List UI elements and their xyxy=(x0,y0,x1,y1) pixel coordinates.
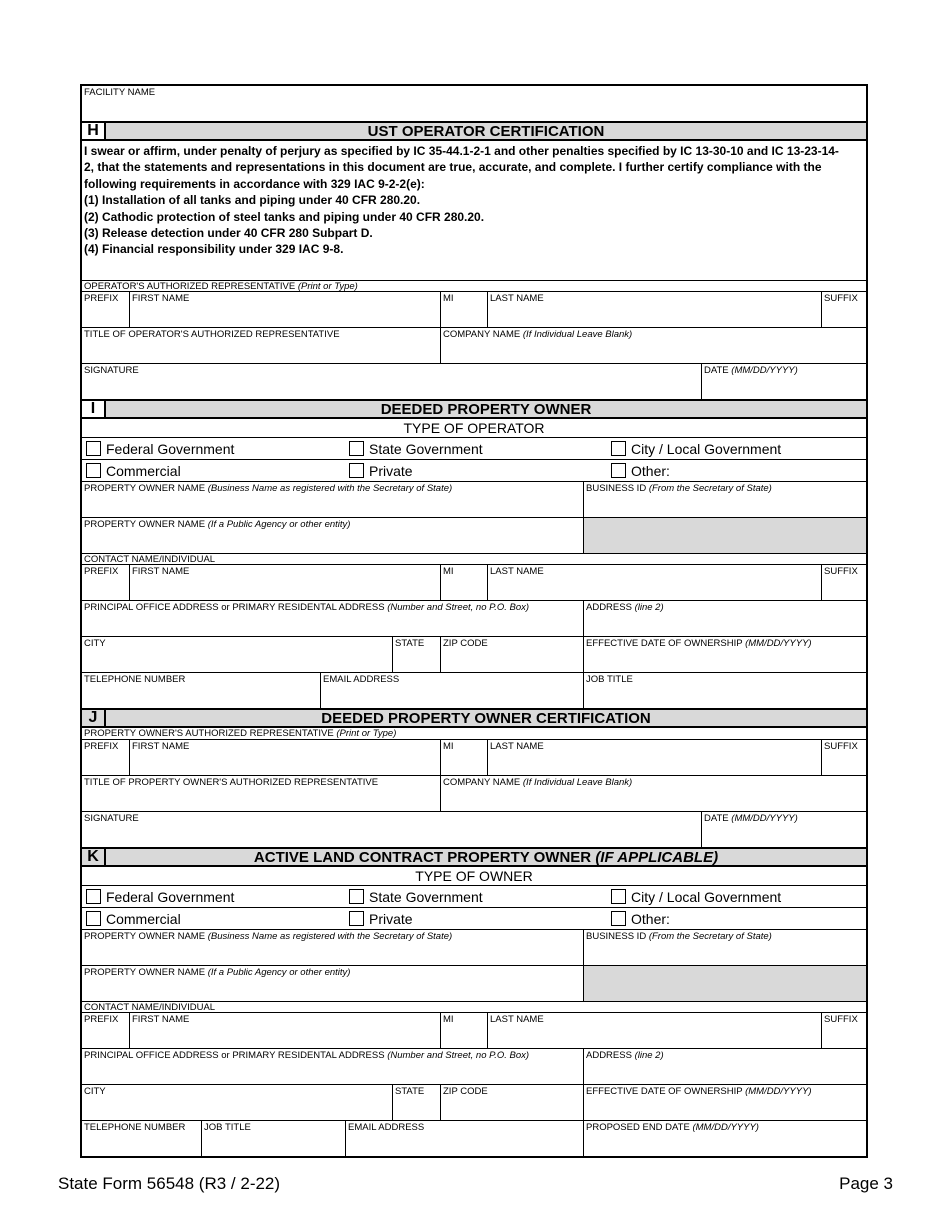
po-business-note: (Business Name as registered with the Secretary of State) xyxy=(207,483,453,494)
principal-address-field[interactable] xyxy=(82,601,583,636)
po-public-note: (If a Public Agency or other entity) xyxy=(207,967,351,978)
first-name-field[interactable] xyxy=(129,292,440,327)
first-name-field[interactable] xyxy=(129,1013,440,1048)
checkbox[interactable] xyxy=(611,911,626,926)
email-field[interactable] xyxy=(345,1121,583,1156)
option-private[interactable] xyxy=(345,908,607,929)
business-id-label: BUSINESS ID xyxy=(586,483,647,494)
form-id: State Form 56548 (R3 / 2-22) xyxy=(58,1174,281,1193)
option-label: Federal Government xyxy=(106,888,235,905)
shaded-cell xyxy=(583,518,866,553)
cert-line: (1) Installation of all tanks and piping under 40 CFR 280.20. xyxy=(84,193,421,208)
po-business-note: (Business Name as registered with the Secretary of State) xyxy=(207,931,453,942)
state-field[interactable] xyxy=(392,637,440,672)
rep-title-label: TITLE OF OPERATOR'S AUTHORIZED REPRESENTATIVE xyxy=(84,329,340,340)
prefix-label: PREFIX xyxy=(84,741,119,752)
section-letter: I xyxy=(82,401,106,417)
rep-title-field[interactable] xyxy=(82,776,440,811)
po-name-label: PROPERTY OWNER NAME xyxy=(84,967,206,978)
principal-address-label: PRINCIPAL OFFICE ADDRESS or PRIMARY RESIDENTAL ADDRESS xyxy=(84,602,385,613)
last-name-field[interactable] xyxy=(487,740,821,775)
property-owner-name-business-field[interactable] xyxy=(82,930,583,965)
address-line2-field[interactable] xyxy=(583,1049,866,1084)
city-label: CITY xyxy=(84,1086,106,1097)
checkbox[interactable] xyxy=(86,889,101,904)
po-public-note: (If a Public Agency or other entity) xyxy=(207,519,351,530)
business-id-field[interactable] xyxy=(583,482,866,517)
cert-line: (4) Financial responsibility under 329 IAC 9-8. xyxy=(84,242,344,257)
option-label: State Government xyxy=(369,440,483,457)
mi-field[interactable] xyxy=(440,292,487,327)
state-field[interactable] xyxy=(392,1085,440,1120)
cert-line: (2) Cathodic protection of steel tanks and piping under 40 CFR 280.20. xyxy=(84,209,485,224)
suffix-label: SUFFIX xyxy=(824,741,858,752)
facility-name-field[interactable] xyxy=(82,86,866,121)
city-field[interactable] xyxy=(82,1085,392,1120)
checkbox[interactable] xyxy=(611,441,626,456)
option-label: Private xyxy=(369,462,413,479)
form-page xyxy=(80,84,868,1158)
state-label: STATE xyxy=(395,1086,425,1097)
first-name-label: FIRST NAME xyxy=(132,293,190,304)
effective-date-field[interactable] xyxy=(583,1085,866,1120)
last-name-label: LAST NAME xyxy=(490,1014,544,1025)
date-label: DATE xyxy=(704,365,729,376)
principal-address-field[interactable] xyxy=(82,1049,583,1084)
company-name-field[interactable] xyxy=(440,328,866,363)
rep-label: OPERATOR'S AUTHORIZED REPRESENTATIVE xyxy=(84,281,296,292)
suffix-label: SUFFIX xyxy=(824,566,858,577)
mi-field[interactable] xyxy=(440,740,487,775)
po-name-label: PROPERTY OWNER NAME xyxy=(84,483,206,494)
type-of-owner-heading: TYPE OF OWNER xyxy=(415,868,533,884)
job-title-field[interactable] xyxy=(201,1121,345,1156)
suffix-field[interactable] xyxy=(821,565,866,600)
company-name-label: COMPANY NAME xyxy=(443,329,521,340)
mi-field[interactable] xyxy=(440,1013,487,1048)
option-label: Private xyxy=(369,910,413,927)
proposed-end-date-note: (MM/DD/YYYY) xyxy=(692,1122,759,1133)
business-id-note: (From the Secretary of State) xyxy=(648,483,772,494)
business-id-field[interactable] xyxy=(583,930,866,965)
contact-heading xyxy=(82,554,866,564)
prefix-label: PREFIX xyxy=(84,1014,119,1025)
option-label: Federal Government xyxy=(106,440,235,457)
first-name-label: FIRST NAME xyxy=(132,1014,190,1025)
mi-label: MI xyxy=(443,293,454,304)
option-label: Commercial xyxy=(106,910,181,927)
proposed-end-date-field[interactable] xyxy=(583,1121,866,1156)
effective-date-label: EFFECTIVE DATE OF OWNERSHIP xyxy=(586,1086,743,1097)
checkbox[interactable] xyxy=(349,911,364,926)
checkbox[interactable] xyxy=(611,463,626,478)
cert-line: (3) Release detection under 40 CFR 280 Subpart D. xyxy=(84,226,373,241)
address-line2-field[interactable] xyxy=(583,601,866,636)
company-note: (If Individual Leave Blank) xyxy=(522,777,633,788)
zip-field[interactable] xyxy=(440,637,583,672)
suffix-field[interactable] xyxy=(821,740,866,775)
company-name-label: COMPANY NAME xyxy=(443,777,521,788)
cert-line: 2, that the statements and representations in this document are true, accurate, and complete. I further certify compliance with the xyxy=(84,160,822,175)
option-label: City / Local Government xyxy=(631,440,782,457)
type-of-operator-heading: TYPE OF OPERATOR xyxy=(403,420,545,436)
section-title: DEEDED PROPERTY OWNER xyxy=(380,400,592,418)
address2-label: ADDRESS xyxy=(586,1050,632,1061)
prefix-field[interactable] xyxy=(82,740,129,775)
option-city-local[interactable] xyxy=(607,438,866,459)
rep-label: PROPERTY OWNER'S AUTHORIZED REPRESENTATIVE xyxy=(84,728,334,739)
first-name-field[interactable] xyxy=(129,740,440,775)
email-label: EMAIL ADDRESS xyxy=(323,674,400,685)
checkbox[interactable] xyxy=(86,441,101,456)
option-label: Commercial xyxy=(106,462,181,479)
address2-note: (line 2) xyxy=(634,602,664,613)
option-federal[interactable] xyxy=(82,438,345,459)
section-title: UST OPERATOR CERTIFICATION xyxy=(367,122,605,140)
section-letter: K xyxy=(82,849,106,865)
suffix-label: SUFFIX xyxy=(824,1014,858,1025)
property-owner-name-public-field[interactable] xyxy=(82,518,583,553)
cert-line: following requirements in accordance with 329 IAC 9-2-2(e): xyxy=(84,176,425,191)
business-id-note: (From the Secretary of State) xyxy=(648,931,772,942)
contact-name-label: CONTACT NAME/INDIVIDUAL xyxy=(84,554,216,565)
date-note: (MM/DD/YYYY) xyxy=(731,813,798,824)
city-field[interactable] xyxy=(82,637,392,672)
principal-address-note: (Number and Street, no P.O. Box) xyxy=(387,602,530,613)
last-name-field[interactable] xyxy=(487,1013,821,1048)
zip-label: ZIP CODE xyxy=(443,638,488,649)
prefix-label: PREFIX xyxy=(84,566,119,577)
job-title-label: JOB TITLE xyxy=(586,674,633,685)
email-label: EMAIL ADDRESS xyxy=(348,1122,425,1133)
section-k-header xyxy=(82,847,866,867)
section-j-header xyxy=(82,708,866,728)
section-i-header xyxy=(82,399,866,419)
zip-field[interactable] xyxy=(440,1085,583,1120)
company-note: (If Individual Leave Blank) xyxy=(522,329,633,340)
page-number: Page 3 xyxy=(839,1174,893,1193)
effective-date-note: (MM/DD/YYYY) xyxy=(745,638,812,649)
option-label: Other: xyxy=(631,910,670,927)
signature-field[interactable] xyxy=(82,364,701,399)
property-owner-name-business-field[interactable] xyxy=(82,482,583,517)
option-private[interactable] xyxy=(345,460,607,481)
po-name-label: PROPERTY OWNER NAME xyxy=(84,519,206,530)
telephone-field[interactable] xyxy=(82,673,320,708)
checkbox[interactable] xyxy=(611,889,626,904)
cert-line: I swear or affirm, under penalty of perjury as specified by IC 35-44.1-2-1 and other penalties specified by IC 13-30-10 and IC 13-23-14- xyxy=(84,144,839,158)
rep-heading xyxy=(82,728,866,739)
effective-date-field[interactable] xyxy=(583,637,866,672)
facility-name-label: FACILITY NAME xyxy=(84,87,156,98)
option-state[interactable] xyxy=(345,438,607,459)
option-label: State Government xyxy=(369,888,483,905)
telephone-label: TELEPHONE NUMBER xyxy=(84,674,186,685)
option-label: Other: xyxy=(631,462,670,479)
po-name-label: PROPERTY OWNER NAME xyxy=(84,931,206,942)
first-name-field[interactable] xyxy=(129,565,440,600)
contact-heading xyxy=(82,1002,866,1012)
first-name-label: FIRST NAME xyxy=(132,566,190,577)
zip-label: ZIP CODE xyxy=(443,1086,488,1097)
checkbox[interactable] xyxy=(86,911,101,926)
suffix-label: SUFFIX xyxy=(824,293,858,304)
property-owner-name-public-field[interactable] xyxy=(82,966,583,1001)
date-field[interactable] xyxy=(701,364,866,399)
section-letter: J xyxy=(82,710,106,726)
rep-note: (Print or Type) xyxy=(336,728,397,739)
principal-address-note: (Number and Street, no P.O. Box) xyxy=(387,1050,530,1061)
prefix-field[interactable] xyxy=(82,565,129,600)
telephone-field[interactable] xyxy=(82,1121,201,1156)
date-label: DATE xyxy=(704,813,729,824)
suffix-field[interactable] xyxy=(821,292,866,327)
mi-label: MI xyxy=(443,566,454,577)
proposed-end-date-label: PROPOSED END DATE xyxy=(586,1122,690,1133)
section-title: DEEDED PROPERTY OWNER CERTIFICATION xyxy=(321,709,651,727)
certification-statement xyxy=(82,141,866,280)
prefix-field[interactable] xyxy=(82,1013,129,1048)
option-federal[interactable] xyxy=(82,886,345,907)
last-name-label: LAST NAME xyxy=(490,741,544,752)
company-name-field[interactable] xyxy=(440,776,866,811)
section-h-header xyxy=(82,121,866,141)
checkbox[interactable] xyxy=(349,889,364,904)
rep-note: (Print or Type) xyxy=(297,281,358,292)
signature-field[interactable] xyxy=(82,812,701,847)
business-id-label: BUSINESS ID xyxy=(586,931,647,942)
principal-address-label: PRINCIPAL OFFICE ADDRESS or PRIMARY RESIDENTAL ADDRESS xyxy=(84,1050,385,1061)
date-field[interactable] xyxy=(701,812,866,847)
option-other[interactable] xyxy=(607,908,866,929)
telephone-label: TELEPHONE NUMBER xyxy=(84,1122,186,1133)
mi-label: MI xyxy=(443,741,454,752)
first-name-label: FIRST NAME xyxy=(132,741,190,752)
option-state[interactable] xyxy=(345,886,607,907)
section-title xyxy=(106,849,866,866)
option-label: City / Local Government xyxy=(631,888,782,905)
effective-date-note: (MM/DD/YYYY) xyxy=(745,1086,812,1097)
state-label: STATE xyxy=(395,638,425,649)
job-title-label: JOB TITLE xyxy=(204,1122,251,1133)
effective-date-label: EFFECTIVE DATE OF OWNERSHIP xyxy=(586,638,743,649)
address2-label: ADDRESS xyxy=(586,602,632,613)
option-city-local[interactable] xyxy=(607,886,866,907)
signature-label: SIGNATURE xyxy=(84,813,139,824)
checkbox[interactable] xyxy=(349,441,364,456)
rep-title-label: TITLE OF PROPERTY OWNER'S AUTHORIZED REPRESENTATIVE xyxy=(84,777,379,788)
prefix-field[interactable] xyxy=(82,292,129,327)
rep-heading xyxy=(82,281,866,291)
shaded-cell xyxy=(583,966,866,1001)
option-commercial[interactable] xyxy=(82,460,345,481)
section-title-note: (IF APPLICABLE) xyxy=(595,848,719,866)
date-note: (MM/DD/YYYY) xyxy=(731,365,798,376)
checkbox[interactable] xyxy=(349,463,364,478)
email-field[interactable] xyxy=(320,673,583,708)
last-name-label: LAST NAME xyxy=(490,566,544,577)
address2-note: (line 2) xyxy=(634,1050,664,1061)
prefix-label: PREFIX xyxy=(84,293,119,304)
job-title-field[interactable] xyxy=(583,673,866,708)
last-name-field[interactable] xyxy=(487,565,821,600)
last-name-label: LAST NAME xyxy=(490,293,544,304)
last-name-field[interactable] xyxy=(487,292,821,327)
mi-label: MI xyxy=(443,1014,454,1025)
section-title-text: ACTIVE LAND CONTRACT PROPERTY OWNER xyxy=(253,848,592,866)
option-commercial[interactable] xyxy=(82,908,345,929)
mi-field[interactable] xyxy=(440,565,487,600)
contact-name-label: CONTACT NAME/INDIVIDUAL xyxy=(84,1002,216,1013)
signature-label: SIGNATURE xyxy=(84,365,139,376)
option-other[interactable] xyxy=(607,460,866,481)
section-letter: H xyxy=(82,123,106,139)
rep-title-field[interactable] xyxy=(82,328,440,363)
checkbox[interactable] xyxy=(86,463,101,478)
suffix-field[interactable] xyxy=(821,1013,866,1048)
city-label: CITY xyxy=(84,638,106,649)
